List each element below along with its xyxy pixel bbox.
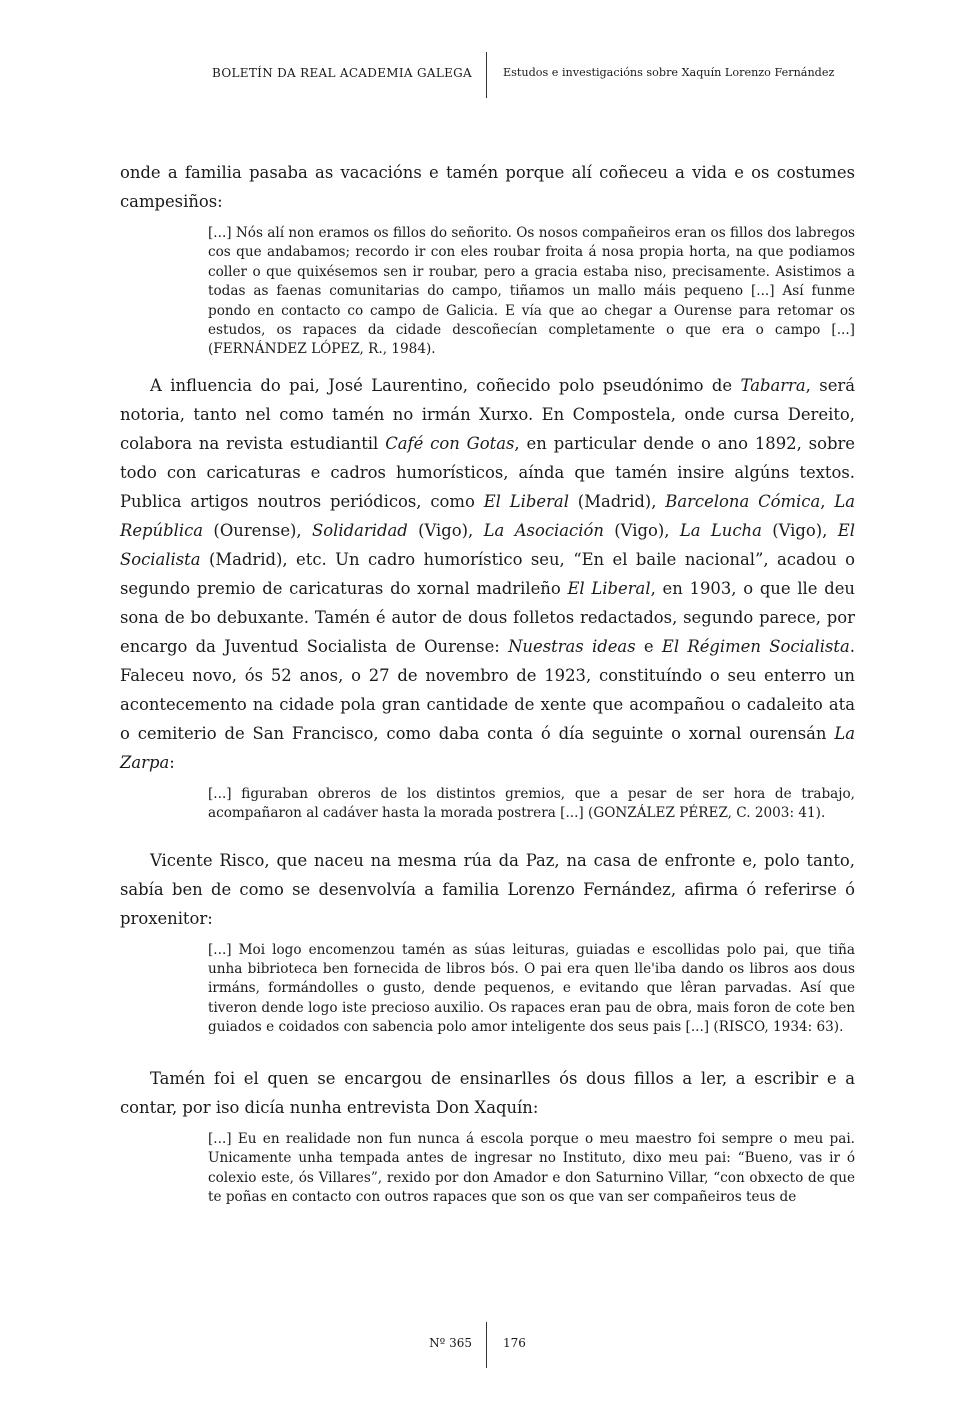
paragraph-3: Vicente Risco, que naceu na mesma rúa da Paz, na casa de enfronte e, polo tanto, sabía ben de como se desenvolvía a familia Lorenzo Fernández, afirma ó referirse ó proxenitor: (120, 850, 855, 928)
italic-title: Barcelona Cómica (665, 491, 821, 511)
italic-title: Nuestras ideas (508, 636, 636, 656)
italic-title: La República (120, 491, 856, 540)
italic-title: El Socialista (120, 520, 856, 569)
italic-title: La Lucha (679, 520, 762, 540)
text-run: (Vigo), (761, 520, 838, 540)
issue-number: Nº 365 (429, 1336, 472, 1350)
italic-title: Tabarra (740, 375, 806, 395)
italic-title: Café con Gotas (385, 433, 515, 453)
italic-title: Solidaridad (312, 520, 408, 540)
italic-title: La Zarpa (120, 723, 855, 772)
text-run: (Vigo), (407, 520, 484, 540)
page-footer (0, 1322, 975, 1368)
text-run: . Faleceu novo, ós 52 anos, o 27 de novembro de 1923, constituíndo o seu enterro un acontecemento na cidade pola gran cantidade de xente que acompañou o cadaleito ata o cemiterio de San Francisco, como daba conta ó día seguinte o xornal ourensán (120, 636, 855, 743)
text-run: (Madrid), (568, 491, 666, 511)
footer-divider (486, 1322, 487, 1368)
paragraph-4: Tamén foi el quen se encargou de ensinarlles ós dous fillos a ler, a escribir e a contar, por iso dicía nunha entrevista Don Xaquín: (120, 1068, 855, 1117)
text-run: (Ourense), (203, 520, 313, 540)
text-run: , (820, 491, 835, 511)
italic-title: La Asociación (483, 520, 604, 540)
paragraph-2 (120, 371, 855, 777)
paragraph-1: onde a familia pasaba as vacacións e tamén porque alí coñeceu a vida e os costumes campesiños: (120, 163, 855, 211)
page-number: 176 (503, 1336, 526, 1350)
page-body (120, 158, 855, 1207)
text-run: e (635, 636, 662, 656)
quote-3: [...] Moi logo encomenzou tamén as súas leituras, guiadas e escollidas polo pai, que tiña unha bibrioteca ben fornecida de libros bós. O pai era quen lle'iba dando os libros aos dous irmáns, formándolles o gusto, dende pequenos, e evitando que lêran parvadas. Así que tiveron dende logo iste precioso auxilio. Os rapaces eran pau de obra, mais foron de cote ben guiados e coidados con sabencia polo amor inteligente dos seus pais [...] (RISCO, 1934: 63). (208, 941, 855, 1036)
text-run: A influencia do pai, José Laurentino, coñecido polo pseudónimo de (150, 375, 741, 395)
text-run: (Madrid), etc. Un cadro humorístico seu, “En el baile nacional”, acadou o segundo premio de caricaturas do xornal madrileño (120, 549, 855, 598)
text-run: , en particular dende o ano 1892, sobre todo con caricaturas e cadros humorísticos, aínda que tamén insire algúns textos. Publica artigos noutros periódicos, como (120, 433, 855, 511)
italic-title: El Liberal (567, 578, 651, 598)
text-run: , será notoria, tanto nel como tamén no irmán Xurxo. En Compostela, onde cursa Dereito, colabora na revista estudiantil (120, 375, 856, 453)
section-title: Estudos e investigacións sobre Xaquín Lorenzo Fernández (503, 66, 835, 79)
header-divider (486, 52, 487, 98)
text-run: , en 1903, o que lle deu sona de bo debuxante. Tamén é autor de dous folletos redactados, segundo parece, por encargo da Juventud Socialista de Ourense: (120, 578, 855, 656)
italic-title: El Régimen Socialista (661, 636, 850, 656)
quote-4: [...] Eu en realidade non fun nunca á escola porque o meu maestro foi sempre o meu pai. Unicamente unha tempada antes de ingresar no Instituto, dixo meu pai: “Bueno, vas ir ó colexio este, ós Villares”, rexido por don Amador e don Saturnino Villar, “con obxecto de que te poñas en contacto con outros rapaces que son os que van ser compañeiros teus de (208, 1130, 855, 1205)
quote-2: [...] figuraban obreros de los distintos gremios, que a pesar de ser hora de trabajo, acompañaron al cadáver hasta la morada postrera [...] (GONZÁLEZ PÉREZ, C. 2003: 41). (208, 785, 855, 822)
text-run: : (169, 752, 175, 772)
text-run: (Vigo), (603, 520, 680, 540)
italic-title: El Liberal (483, 491, 569, 511)
journal-title: BOLETÍN DA REAL ACADEMIA GALEGA (212, 66, 472, 80)
running-header (0, 52, 975, 100)
quote-1: [...] Nós alí non eramos os fillos do señorito. Os nosos compañeiros eran os fillos dos labregos cos que andabamos; recordo ir con eles roubar froita á nosa propia horta, na que podiamos coller o que quixésemos sen ir roubar, pero a gracia estaba niso, precisamente. Asistimos a todas as faenas comunitarias do campo, tiñamos un mallo máis pequeno [...] Así funme pondo en contacto co campo de Galicia. E vía que ao chegar a Ourense para retomar os estudos, os rapaces da cidade descoñecían completamente o que era o campo [...] (FERNÁNDEZ LÓPEZ, R., 1984). (208, 225, 855, 358)
